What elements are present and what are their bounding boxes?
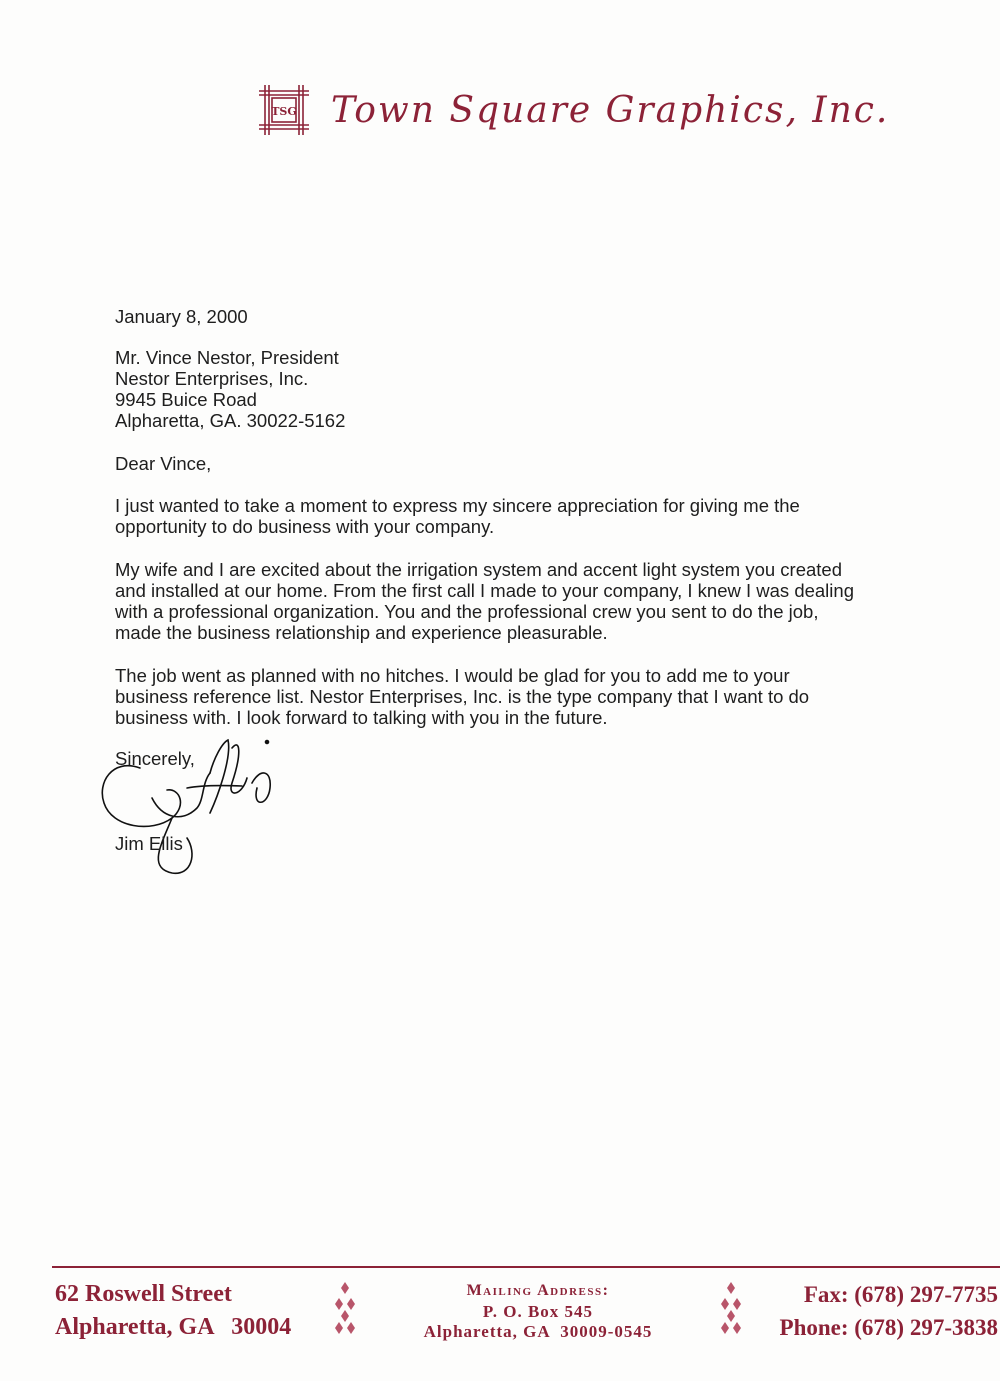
company-name: Town Square Graphics, Inc. <box>331 89 890 131</box>
phone-number: Phone: (678) 297-3838 <box>779 1315 998 1340</box>
paragraph-line: opportunity to do business with your company. <box>115 516 495 537</box>
body-paragraph <box>115 559 854 643</box>
paragraph-line: I just wanted to take a moment to express my sincere appreciation for giving me the <box>115 495 800 516</box>
street-address <box>55 1278 291 1344</box>
paragraph-line: made the business relationship and experience pleasurable. <box>115 622 608 643</box>
paragraph-line: with a professional organization. You and the professional crew you sent to do the job, <box>115 601 819 622</box>
mailing-address <box>368 1280 708 1342</box>
body-paragraph <box>115 495 800 537</box>
paragraph-line: The job went as planned with no hitches. I would be glad for you to add me to your <box>115 665 790 686</box>
letterhead <box>255 80 889 140</box>
recipient-line: 9945 Buice Road <box>115 389 257 410</box>
closing: Sincerely, <box>115 748 195 769</box>
body-paragraph <box>115 665 809 728</box>
diamond-ornament-icon <box>330 1280 360 1338</box>
recipient-address <box>115 347 345 431</box>
diamond-ornament-icon <box>716 1280 746 1338</box>
fax-number: Fax: (678) 297-7735 <box>803 1282 998 1307</box>
salutation: Dear Vince, <box>115 453 212 474</box>
svg-text:TSG: TSG <box>271 105 297 118</box>
mailing-label: Mailing Address: <box>466 1282 610 1299</box>
recipient-line: Mr. Vince Nestor, President <box>115 347 339 368</box>
paragraph-line: business with. I look forward to talking with you in the future. <box>115 707 608 728</box>
recipient-line: Nestor Enterprises, Inc. <box>115 368 309 389</box>
mailing-city: Alpharetta, GA 30009-0545 <box>423 1322 653 1341</box>
footer-divider <box>52 1266 1000 1268</box>
street-line: 62 Roswell Street <box>55 1281 232 1307</box>
recipient-line: Alpharetta, GA. 30022-5162 <box>115 410 346 431</box>
paragraph-line: My wife and I are excited about the irrigation system and accent light system you created <box>115 559 843 580</box>
city-line: Alpharetta, GA 30004 <box>55 1314 292 1340</box>
handwritten-signature <box>92 728 292 878</box>
po-box: P. O. Box 545 <box>482 1302 594 1321</box>
tsg-monogram-icon <box>255 81 313 139</box>
paragraph-line: business reference list. Nestor Enterprises, Inc. is the type company that I want to do <box>115 686 810 707</box>
signer-name: Jim Ellis <box>115 833 183 854</box>
letter-date: January 8, 2000 <box>115 306 248 327</box>
contact-numbers <box>780 1278 998 1344</box>
paragraph-line: and installed at our home. From the first call I made to your company, I knew I was dealing <box>115 580 854 601</box>
